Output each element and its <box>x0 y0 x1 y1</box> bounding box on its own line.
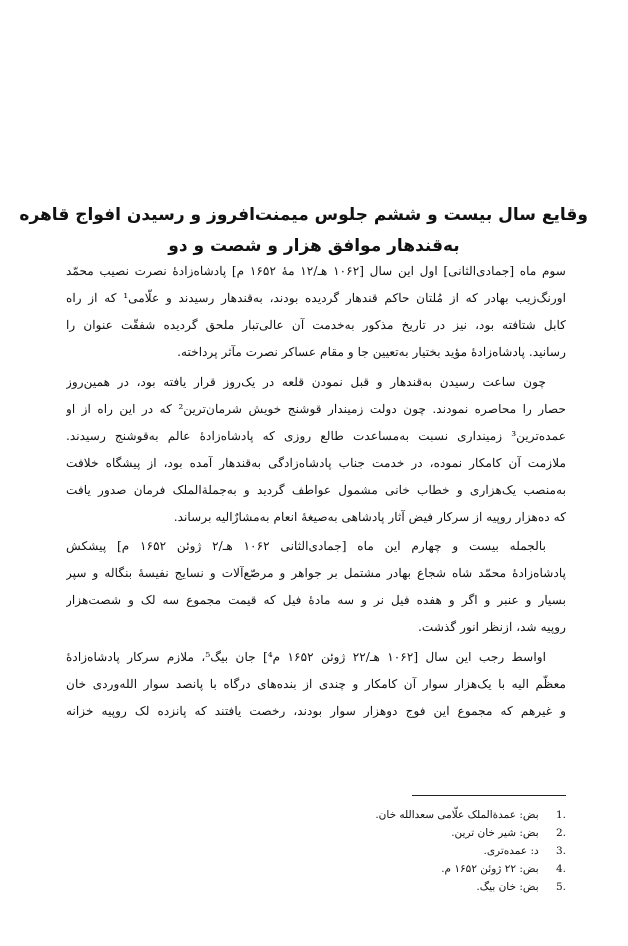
body-line: بسیار و عنبر و اگر و هفده فیل نر و سه مادهٔ فیل که قیمت مجموع سه لک و شصت‌هزار <box>66 593 566 607</box>
body-line: کابل شتافته بود، نیز در تاریخ مذکور به‌خدمت آن عالی‌تبار ملحق گردیده شفقّت عنوان را <box>66 318 566 332</box>
body-line: رسانید. پادشاه‌زادهٔ مؤید بختیار به‌تعیین جا و مقام عساکر نصرت مآثر پرداخته. <box>177 345 566 359</box>
body-line: عمده‌ترین³ زمینداری نسبت به‌مساعدت طالع روزی که پادشاه‌زادهٔ عالم به‌قوشنج رسیدند. <box>66 429 566 443</box>
section-heading-line-1: وقایع سال بیست و ششم جلوس میمنت‌افروز و رسیدن افواج قاهره <box>19 205 588 225</box>
body-line: اواسط رجب این سال [۱۰۶۲ هـ/۲۲ ژوئن ۱۶۵۲ م⁴] جان بیگ⁵، ملازم سرکار پادشاه‌زادهٔ <box>66 650 546 664</box>
footnote-number: .1 <box>555 809 566 821</box>
footnote-item <box>375 806 566 824</box>
footnote-separator <box>412 795 566 796</box>
section-heading-line-2: به‌قندهار موافق هزار و شصت و دو <box>168 236 460 256</box>
body-line: پادشاه‌زادهٔ محمّد شاه شجاع بهادر مشتمل بر جواهر و مرصّع‌آلات و نسایج نفیسهٔ بنگاله و سپر <box>66 566 566 580</box>
body-line: بالجمله بیست و چهارم این ماه [جمادی‌الثانی ۱۰۶۲ هـ/۲ ژوئن ۱۶۵۲ م] پیشکش <box>66 539 546 553</box>
footnote-item <box>483 842 566 860</box>
footnote-number: .3 <box>555 845 566 857</box>
body-line: سوم ماه [جمادی‌الثانی] اول این سال [۱۰۶۲ هـ/۱۲ مهٔ ۱۶۵۲ م] پادشاه‌زادهٔ نصرت نصیب محمّد <box>66 264 566 278</box>
body-line: به‌منصب یک‌هزاری و خطاب خانی مشمول عواطف گردید و به‌جملةالملک فرمان صدور یافت <box>66 483 566 497</box>
footnote-text: بض: شیر خان ترین. <box>451 827 539 839</box>
footnote-number: .5 <box>555 881 566 893</box>
footnote-item <box>476 878 566 896</box>
body-line: ملازمت آن کامکار نموده، در خدمت جناب پادشاه‌زادگی به‌قندهار آمده بود، از پیشگاه خلافت <box>66 456 566 470</box>
footnote-text: بض: خان بیگ. <box>476 881 539 893</box>
body-line: که ده‌هزار روپیه از سرکار فیض آثار پادشاهی به‌صیغهٔ انعام به‌مشارٌالیه برساند. <box>173 510 566 524</box>
body-line: و غیرهم که مجموع این فوج دوهزار سوار بودند، رخصت یافتند که پانزده لک روپیه خزانه <box>66 704 566 718</box>
footnote-text: د: عمده‌تری. <box>483 845 539 857</box>
body-line: روپیه شد، ازنظر انور گذشت. <box>417 620 566 634</box>
footnote-item <box>451 824 566 842</box>
body-line: معظّم الیه با یک‌هزار سوار آن کامکار و چندی از بنده‌های درگاه با پانصد سوار الله‌وردی خان <box>66 677 566 691</box>
footnote-item <box>441 860 566 878</box>
footnote-number: .4 <box>555 863 566 875</box>
footnote-number: .2 <box>555 827 566 839</box>
body-line: چون ساعت رسیدن به‌قندهار و قبل نمودن قلعه در یک‌روز قرار یافته بود، در همین‌روز <box>66 375 546 389</box>
body-line: حصار را محاصره نمودند. چون دولت زمیندار قوشنج خویش شرمان‌ترین² که در این راه از او <box>66 402 566 416</box>
footnote-text: بض: ۲۲ ژوئن ۱۶۵۲ م. <box>441 863 539 875</box>
footnote-text: بض: عمدةالملک علّامی سعدالله خان. <box>375 809 539 821</box>
body-line: اورنگ‌زیب بهادر که از مُلتان حاکم قندهار گردیده بودند، به‌قندهار رسیدند و علّامی¹ که از راه <box>66 291 566 305</box>
